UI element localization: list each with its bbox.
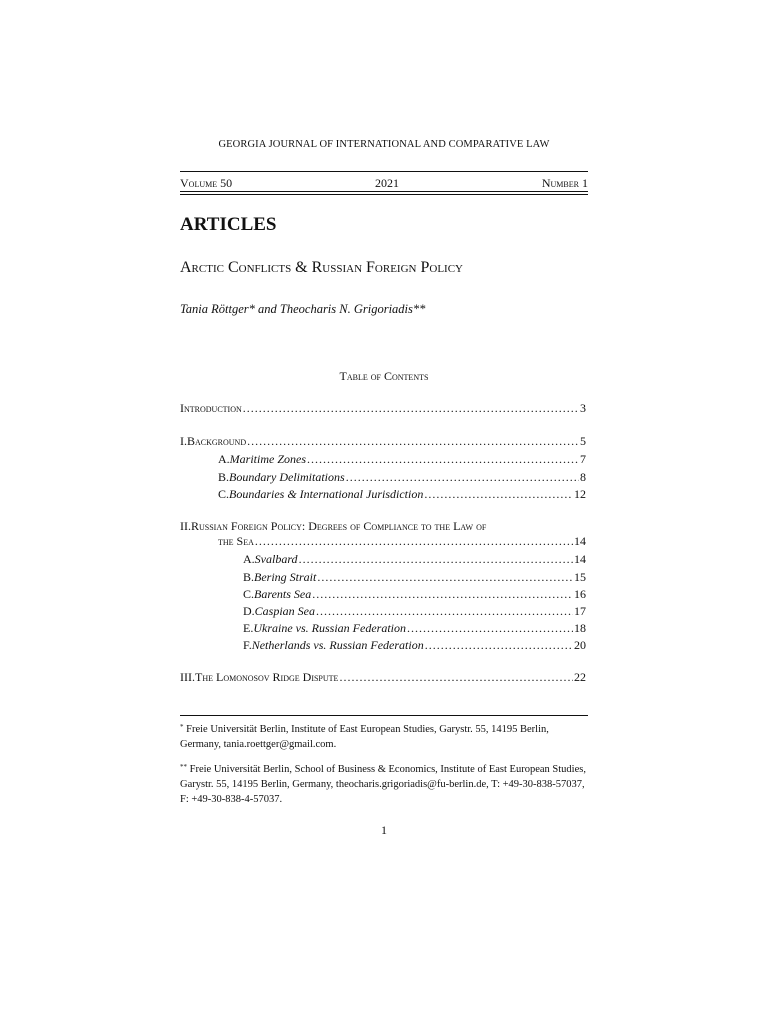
toc-entry-label: Introduction xyxy=(180,401,242,415)
dot-leader xyxy=(346,470,579,485)
dot-leader xyxy=(425,638,573,653)
dot-leader xyxy=(255,534,573,549)
toc-entry-page: 14 xyxy=(574,534,586,548)
toc-entry-2c[interactable] xyxy=(243,587,586,603)
dot-leader xyxy=(316,604,573,619)
dot-leader xyxy=(407,621,573,636)
toc-entry-letter: F. xyxy=(243,638,252,652)
number-label: Number 1 xyxy=(541,176,588,190)
toc-entry-label: Boundaries & International Jurisdiction xyxy=(229,487,424,501)
toc-entry-introduction[interactable] xyxy=(180,401,586,417)
toc-entry-1c[interactable] xyxy=(218,487,586,503)
toc-entry-label: Ukraine vs. Russian Federation xyxy=(253,621,406,635)
toc-entry-letter: E. xyxy=(243,621,254,635)
toc-entry-label: Netherlands vs. Russian Federation xyxy=(251,638,424,652)
toc-entry-part-1[interactable] xyxy=(180,434,586,450)
toc-entry-page: 20 xyxy=(574,638,586,652)
toc-entry-letter: C. xyxy=(218,487,230,501)
footnote-2 xyxy=(180,762,588,807)
header-rule-bottom xyxy=(180,191,588,192)
toc-entry-label: II.Russian Foreign Policy: Degrees of Compliance to the Law of xyxy=(180,519,487,533)
toc-entry-part-2-line-1[interactable] xyxy=(180,519,586,535)
dot-leader xyxy=(243,401,579,416)
toc-entry-2f[interactable] xyxy=(243,638,586,654)
page-number: 1 xyxy=(381,823,387,837)
toc-entry-1a[interactable] xyxy=(218,452,586,468)
footnote-rule xyxy=(180,715,588,716)
dot-leader xyxy=(307,452,579,467)
toc-entry-label: Maritime Zones xyxy=(229,452,307,466)
toc-entry-page: 5 xyxy=(580,434,586,448)
toc-entry-label: Barents Sea xyxy=(254,587,312,601)
article-authors: Tania Röttger* and Theocharis N. Grigoriadis** xyxy=(180,302,426,316)
dot-leader xyxy=(339,670,573,685)
toc-entry-page: 16 xyxy=(574,587,586,601)
dot-leader xyxy=(299,552,573,567)
toc-entry-label: Svalbard xyxy=(254,552,298,566)
toc-entry-page: 18 xyxy=(574,621,586,635)
toc-entry-1b[interactable] xyxy=(218,470,586,486)
toc-entry-letter: B. xyxy=(218,470,230,484)
toc-entry-label: Bering Strait xyxy=(254,570,317,584)
footnote-marker: ** xyxy=(180,763,187,771)
toc-entry-2b[interactable] xyxy=(243,570,586,586)
toc-heading: Table of Contents xyxy=(339,369,429,383)
toc-entry-page: 15 xyxy=(574,570,586,584)
toc-entry-letter: B. xyxy=(243,570,255,584)
journal-title: GEORGIA JOURNAL OF INTERNATIONAL AND COMPARATIVE LAW xyxy=(218,139,550,150)
toc-entry-page: 22 xyxy=(574,670,586,684)
toc-entry-2e[interactable] xyxy=(243,621,586,637)
toc-entry-letter: C. xyxy=(243,587,255,601)
issue-info-row xyxy=(180,176,588,191)
dot-leader xyxy=(317,570,573,585)
toc-entry-page: 3 xyxy=(580,401,586,415)
dot-leader xyxy=(312,587,573,602)
article-title: Arctic Conflicts & Russian Foreign Policy xyxy=(180,259,463,276)
toc-entry-label: Caspian Sea xyxy=(254,604,316,618)
toc-entry-2d[interactable] xyxy=(243,604,586,620)
footnote-text: Freie Universität Berlin, Institute of East European Studies, Garystr. 55, 14195 Berlin, Germany, tania.roettger@gmail.com. xyxy=(180,724,549,750)
footnote-text: Freie Universität Berlin, School of Business & Economics, Institute of East European Studies, Garystr. 55, 14195 Berlin, Germany, theocharis.grigoriadis@fu-berlin.de, T: +49-30-838-57037, F: +49-30-838-4-57037. xyxy=(180,764,586,805)
toc-entry-letter: A. xyxy=(218,452,230,466)
toc-entry-label: Boundary Delimitations xyxy=(229,470,345,484)
toc-entry-page: 8 xyxy=(580,470,586,484)
toc-entry-label: III.The Lomonosov Ridge Dispute xyxy=(180,670,339,684)
toc-entry-letter: A. xyxy=(243,552,255,566)
toc-entry-page: 17 xyxy=(574,604,586,618)
dot-leader xyxy=(247,434,579,449)
toc-entry-label-continued: the Sea xyxy=(218,534,254,548)
toc-entry-page: 14 xyxy=(574,552,586,566)
footnote-1 xyxy=(180,722,588,752)
footnote-marker: * xyxy=(180,723,184,731)
dot-leader xyxy=(424,487,573,502)
volume-label: Volume 50 xyxy=(180,176,233,190)
toc-entry-page: 12 xyxy=(574,487,586,501)
toc-entry-part-2-line-2[interactable] xyxy=(218,534,586,550)
year-label: 2021 xyxy=(374,176,399,190)
toc-entry-page: 7 xyxy=(580,452,586,466)
section-heading: ARTICLES xyxy=(180,214,277,235)
header-rule-bottom-double xyxy=(180,194,588,195)
toc-entry-label: I.Background xyxy=(180,434,247,448)
toc-entry-letter: D. xyxy=(243,604,255,618)
toc-entry-part-3[interactable] xyxy=(180,670,586,686)
header-rule-top xyxy=(180,171,588,172)
toc-entry-2a[interactable] xyxy=(243,552,586,568)
